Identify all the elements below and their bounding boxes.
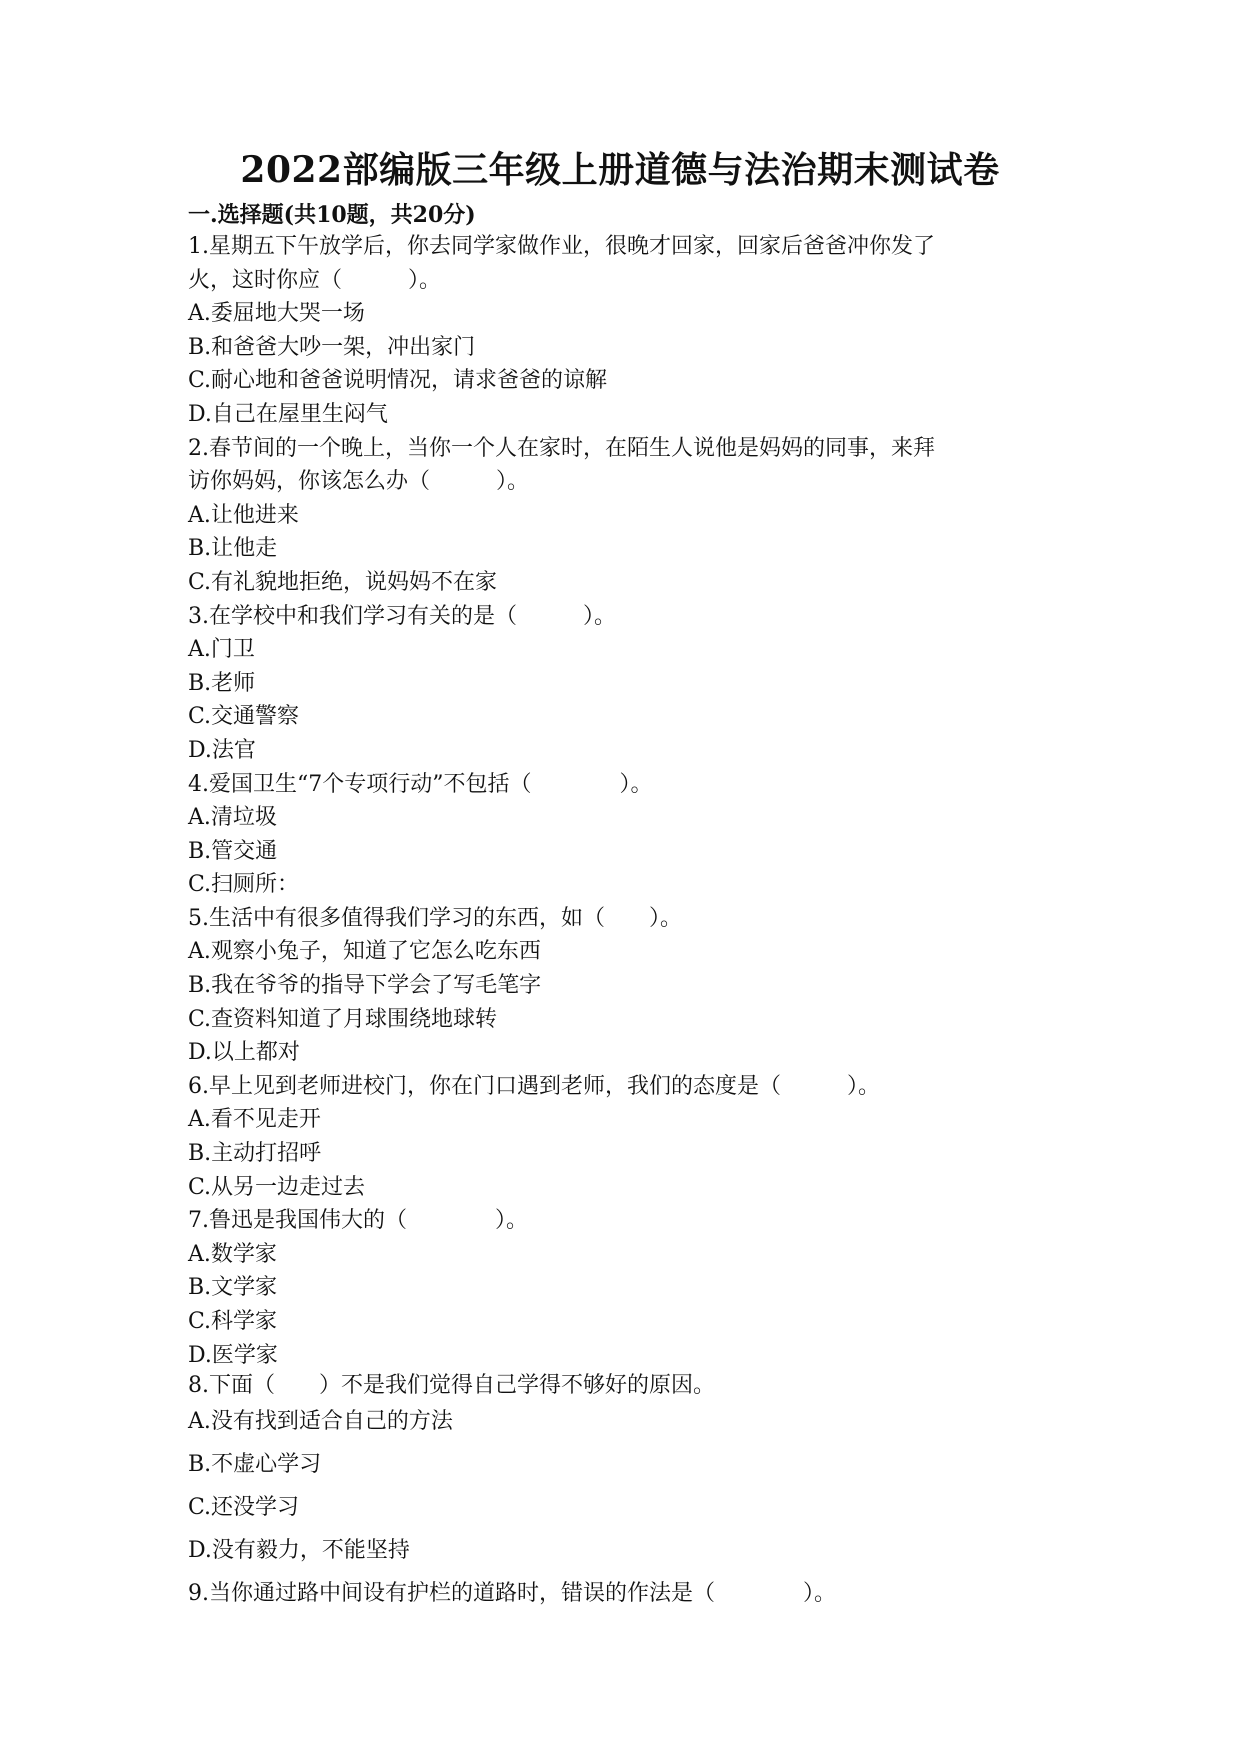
question-text: 8.下面（ ）不是我们觉得自己学得不够好的原因。 bbox=[188, 1373, 715, 1399]
answer-option: B.主动打招呼 bbox=[188, 1141, 322, 1167]
question-text: 1.星期五下午放学后，你去同学家做作业，很晚才回家，回家后爸爸冲你发了 bbox=[188, 234, 935, 259]
question-4 bbox=[188, 768, 1048, 902]
question-2 bbox=[188, 432, 1048, 600]
answer-option: C.查资料知道了月球围绕地球转 bbox=[188, 1006, 498, 1032]
section-heading: 一.选择题(共10题，共20分) bbox=[188, 202, 476, 228]
answer-option: B.管交通 bbox=[188, 838, 278, 864]
answer-option: A.让他进来 bbox=[188, 502, 299, 528]
answer-option: A.没有找到适合自己的方法 bbox=[188, 1409, 453, 1435]
question-text: 9.当你通过路中间设有护栏的道路时，错误的作法是（ ）。 bbox=[188, 1581, 836, 1607]
answer-option: C.有礼貌地拒绝，说妈妈不在家 bbox=[188, 569, 498, 595]
answer-option: A.委屈地大哭一场 bbox=[188, 301, 365, 327]
question-list bbox=[188, 230, 1048, 1615]
question-text: 4.爱国卫生“7个专项行动”不包括（ ）。 bbox=[188, 771, 653, 797]
answer-option: C.科学家 bbox=[188, 1309, 278, 1334]
answer-option: D.医学家 bbox=[188, 1342, 278, 1368]
answer-option: A.观察小兔子，知道了它怎么吃东西 bbox=[188, 939, 541, 965]
answer-option: A.看不见走开 bbox=[188, 1107, 321, 1133]
question-text: 2.春节间的一个晚上，当你一个人在家时，在陌生人说他是妈妈的同事，来拜 bbox=[188, 435, 935, 461]
answer-option: B.文学家 bbox=[188, 1275, 278, 1301]
answer-option: D.以上都对 bbox=[188, 1040, 300, 1066]
question-9 bbox=[188, 1572, 1048, 1615]
answer-option: B.和爸爸大吵一架，冲出家门 bbox=[188, 334, 476, 360]
answer-option: B.我在爷爷的指导下学会了写毛笔字 bbox=[188, 973, 542, 999]
answer-option: B.让他走 bbox=[188, 536, 278, 562]
answer-option: A.门卫 bbox=[188, 637, 255, 663]
answer-option: A.清垃圾 bbox=[188, 805, 277, 831]
question-7 bbox=[188, 1204, 1048, 1372]
question-text: 5.生活中有很多值得我们学习的东西，如（ ）。 bbox=[188, 905, 682, 931]
answer-option: C.从另一边走过去 bbox=[188, 1174, 366, 1200]
answer-option: B.不虚心学习 bbox=[188, 1452, 322, 1478]
question-1 bbox=[188, 230, 1048, 432]
page-title: 2022部编版三年级上册道德与法治期末测试卷 bbox=[240, 149, 1000, 191]
question-6 bbox=[188, 1070, 1048, 1204]
question-text: 3.在学校中和我们学习有关的是（ ）。 bbox=[188, 603, 616, 629]
question-text: 7.鲁迅是我国伟大的（ ）。 bbox=[188, 1208, 528, 1234]
answer-option: D.法官 bbox=[188, 737, 256, 763]
answer-option: C.交通警察 bbox=[188, 704, 300, 730]
answer-option: B.老师 bbox=[188, 670, 256, 696]
answer-option: C.扫厕所： bbox=[188, 872, 300, 898]
answer-option: D.自己在屋里生闷气 bbox=[188, 401, 388, 427]
question-8 bbox=[188, 1372, 1048, 1572]
question-3 bbox=[188, 600, 1048, 768]
answer-option: D.没有毅力，不能坚持 bbox=[188, 1538, 410, 1564]
answer-option: A.数学家 bbox=[188, 1241, 277, 1267]
question-text: 6.早上见到老师进校门，你在门口遇到老师，我们的态度是（ ）。 bbox=[188, 1073, 880, 1099]
question-text: 访你妈妈，你该怎么办（ ）。 bbox=[188, 469, 530, 495]
answer-option: C.耐心地和爸爸说明情况，请求爸爸的谅解 bbox=[188, 368, 608, 394]
answer-option: C.还没学习 bbox=[188, 1495, 300, 1521]
question-text: 火，这时你应（ ）。 bbox=[188, 267, 442, 293]
question-5 bbox=[188, 902, 1048, 1070]
